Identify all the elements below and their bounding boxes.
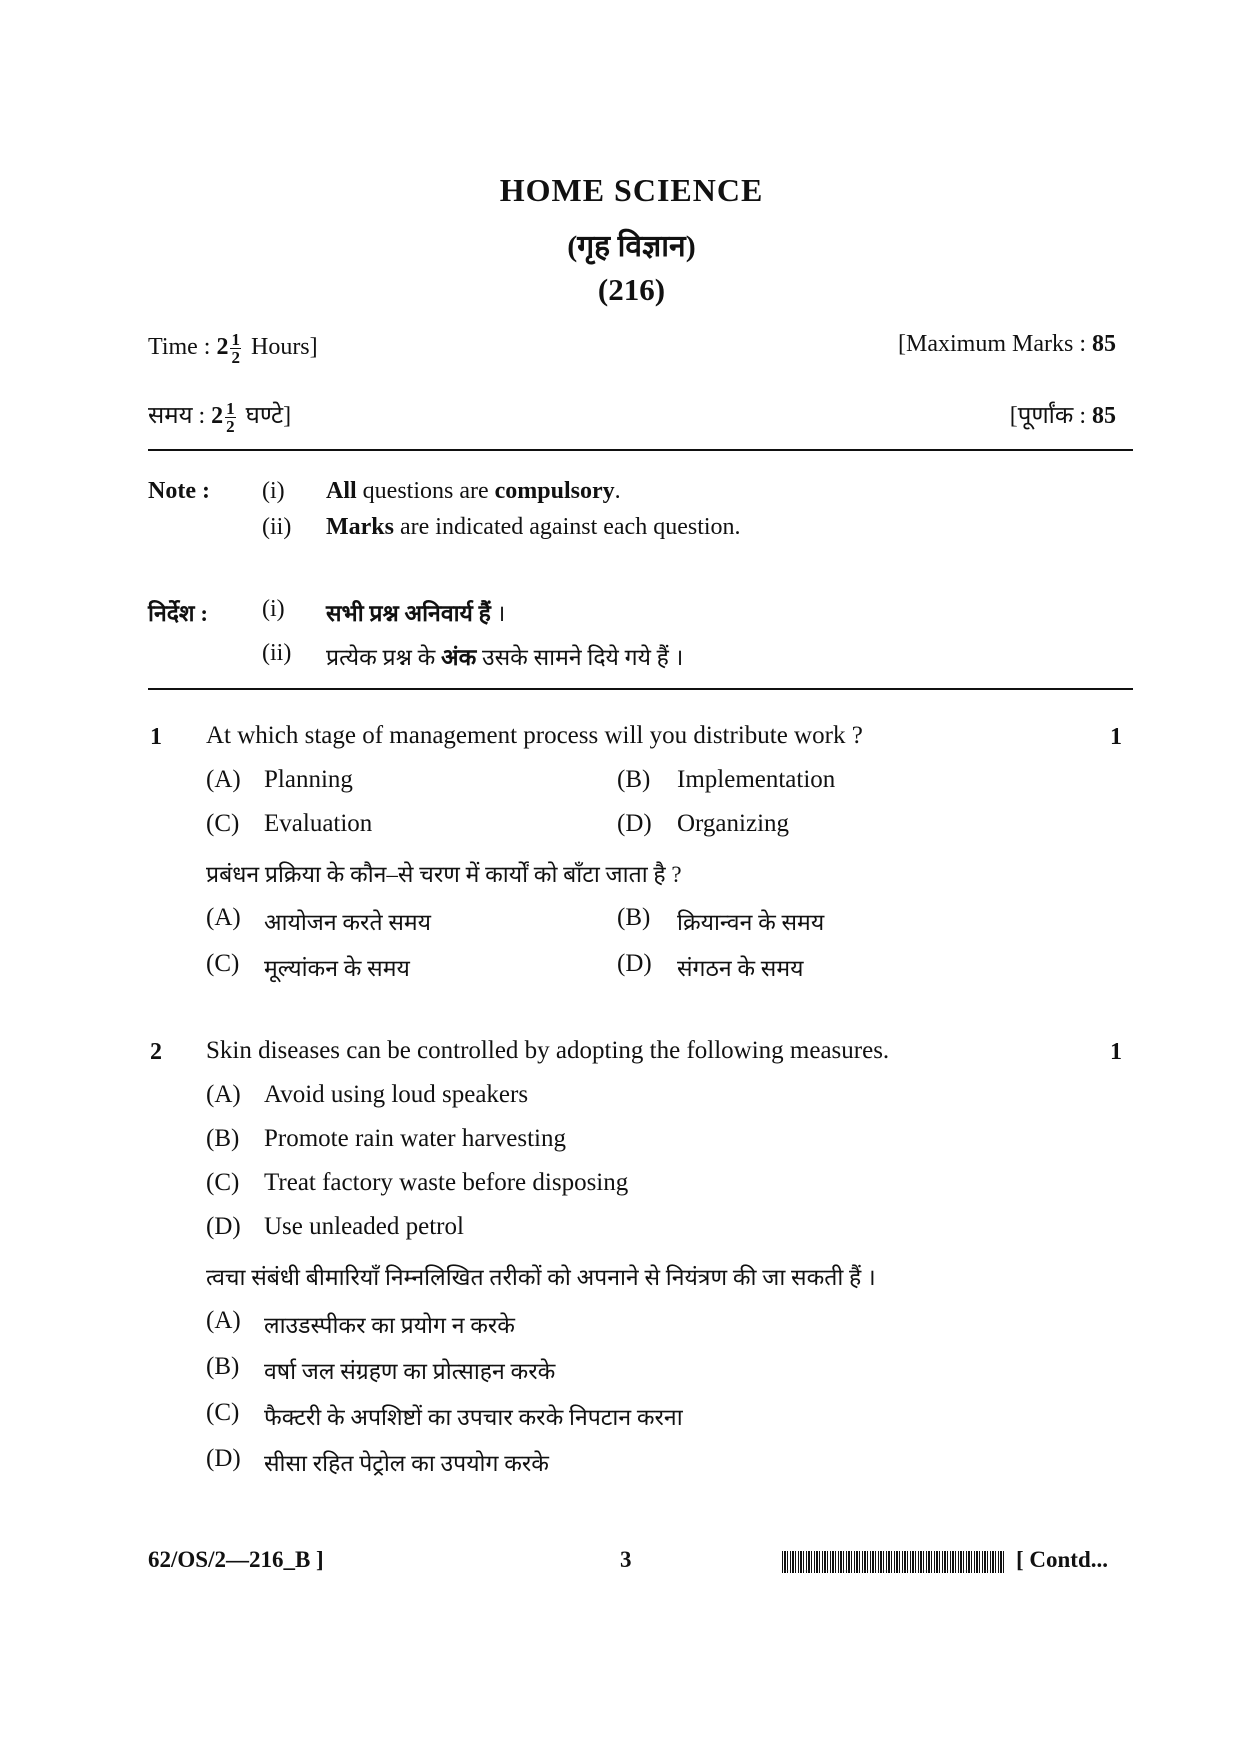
question-marks: 1 (1110, 724, 1122, 750)
question-text: At which stage of management process will you distribute work ? (206, 722, 863, 749)
option-text: Evaluation (264, 810, 373, 837)
option-label: (D) (206, 1213, 241, 1240)
purnank-value: 85 (1092, 403, 1116, 429)
subject-title: HOME SCIENCE (499, 172, 764, 208)
page-number: 3 (620, 1547, 632, 1572)
option-text-hindi: सीसा रहित पेट्रोल का उपयोग करके (264, 1451, 549, 1476)
option-text-hindi: मूल्यांकन के समय (264, 956, 410, 981)
option-text: Promote rain water harvesting (264, 1125, 566, 1152)
question-marks: 1 (1110, 1039, 1122, 1065)
option-label: (D) (206, 1445, 241, 1472)
time-unit: Hours] (250, 334, 318, 361)
nirdesh-item-text: प्रत्येक प्रश्न के अंक उसके सामने दिये गये हैं । (326, 645, 684, 670)
option-label: (B) (617, 766, 651, 793)
option-text: Implementation (677, 766, 836, 793)
subject-title-hindi: (गृह विज्ञान) (567, 230, 696, 263)
option-label: (D) (617, 950, 652, 977)
option-text-hindi: फैक्टरी के अपशिष्टों का उपचार करके निपटान करना (264, 1405, 683, 1430)
paper-code: 62/OS/2—216_B ] (148, 1547, 324, 1572)
barcode-image (782, 1551, 1004, 1573)
option-label: (C) (206, 810, 240, 837)
question-text: Skin diseases can be controlled by adopting the following measures. (206, 1037, 890, 1064)
option-label: (B) (206, 1353, 240, 1380)
option-text-hindi: वर्षा जल संग्रहण का प्रोत्साहन करके (264, 1359, 556, 1384)
option-label: (A) (206, 766, 241, 793)
option-text: Avoid using loud speakers (264, 1081, 529, 1108)
samay-label: समय : (148, 403, 206, 429)
maximum-marks (898, 331, 1116, 358)
time-whole: 2 (216, 334, 229, 361)
nirdesh-item-number: (i) (262, 596, 285, 622)
option-text-hindi: आयोजन करते समय (264, 910, 431, 935)
subject-code: (216) (597, 272, 666, 307)
nirdesh-item-text: सभी प्रश्न अनिवार्य हैं । (326, 601, 506, 626)
time-allowed-hindi (148, 398, 291, 435)
option-label: (B) (206, 1125, 240, 1152)
option-text: Use unleaded petrol (264, 1213, 464, 1240)
question-number: 1 (150, 724, 162, 750)
maximum-marks-hindi (1010, 398, 1116, 431)
nirdesh-item-number: (ii) (262, 640, 292, 666)
option-text: Organizing (677, 810, 790, 837)
time-label: Time : (148, 334, 211, 361)
time-fraction: $\frac{1}{2}$ (231, 330, 240, 367)
option-label: (A) (206, 904, 241, 931)
option-text: Treat factory waste before disposing (264, 1169, 629, 1196)
samay-whole: 2 (211, 403, 224, 429)
option-text-hindi: क्रियान्वन के समय (677, 910, 825, 935)
option-label: (C) (206, 1399, 240, 1426)
question-text-hindi: प्रबंधन प्रक्रिया के कौन–से चरण में कार्यों को बाँटा जाता है ? (206, 862, 682, 887)
option-label: (A) (206, 1307, 241, 1334)
samay-unit: घण्टे] (245, 403, 292, 429)
question-text-hindi: त्वचा संबंधी बीमारियाँ निम्नलिखित तरीकों को अपनाने से नियंत्रण की जा सकती हैं । (206, 1265, 876, 1290)
option-label: (C) (206, 1169, 240, 1196)
continued-label: [ Contd... (1016, 1547, 1109, 1572)
option-label: (C) (206, 950, 240, 977)
divider-top (148, 449, 1133, 451)
option-label: (B) (617, 904, 651, 931)
time-allowed (148, 331, 318, 366)
option-text: Planning (264, 766, 353, 793)
note-item-number: (ii) (262, 514, 292, 540)
divider-bottom (148, 688, 1133, 690)
question-number: 2 (150, 1039, 162, 1065)
option-text-hindi: लाउडस्पीकर का प्रयोग न करके (264, 1313, 515, 1338)
option-label: (A) (206, 1081, 241, 1108)
option-text-hindi: संगठन के समय (677, 956, 804, 981)
max-marks-label: [Maximum Marks : (898, 331, 1086, 357)
note-item-number: (i) (262, 478, 285, 504)
nirdesh-label: निर्देश : (148, 601, 208, 626)
note-label: Note : (148, 478, 210, 504)
max-marks-value: 85 (1092, 331, 1116, 357)
option-label: (D) (617, 810, 652, 837)
purnank-label: [पूर्णांक : (1009, 403, 1086, 429)
samay-fraction: $\frac{1}{2}$ (226, 398, 235, 436)
note-item-text: Marks are indicated against each question. (326, 514, 741, 540)
note-item-text: All questions are compulsory. (326, 478, 621, 504)
